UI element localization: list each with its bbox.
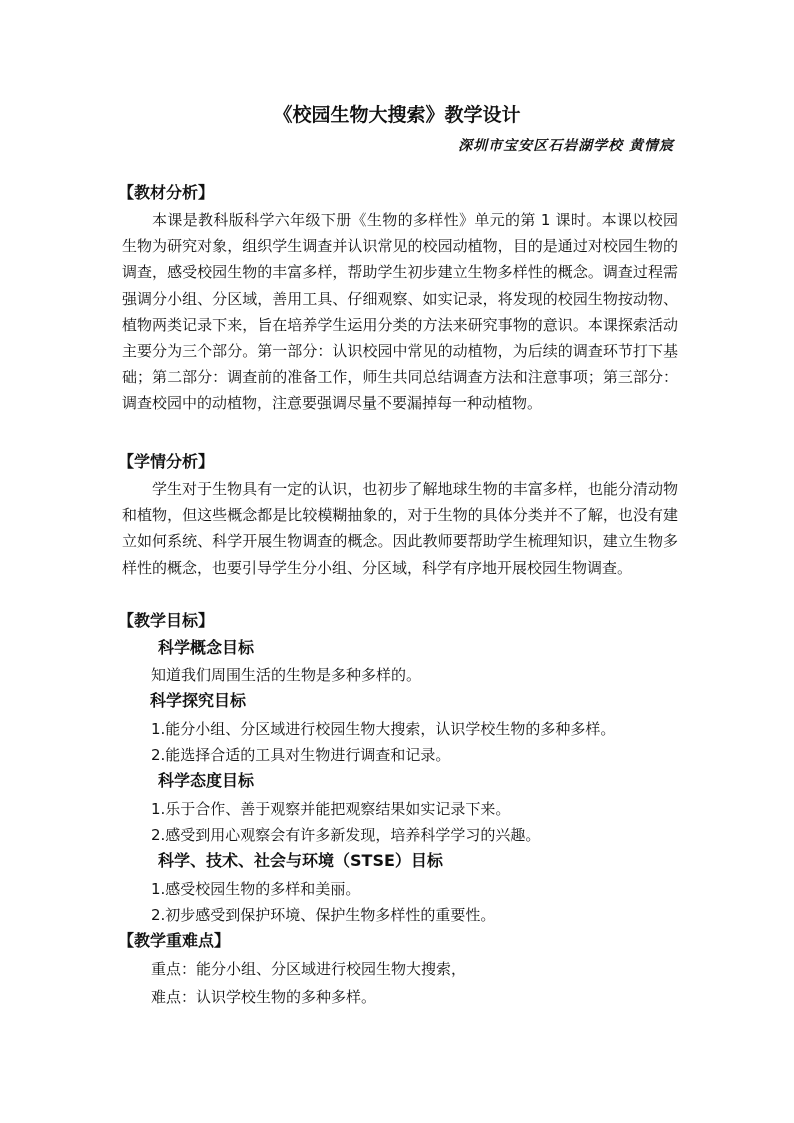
student-analysis-paragraph: 学生对于生物具有一定的认识，也初步了解地球生物的丰富多样，也能分清动物和植物，但这些概念都是比较模糊抽象的，对于生物的具体分类并不了解，也没有建立如何系统、科学开展生物调查的概念。因此教师要帮助学生梳理知识，建立生物多样性的概念，也要引导学生分小组、分区域，科学有序地开展校园生物调查。	[122, 480, 678, 577]
stse-goal-item-1: 1.感受校园生物的多样和美丽。	[151, 880, 361, 898]
inquiry-goal-item-2: 2.能选择合适的工具对生物进行调查和记录。	[151, 746, 451, 764]
concept-goal-item: 知道我们周围生活的生物是多种多样的。	[151, 666, 422, 684]
heading-student-analysis: 【学情分析】	[118, 452, 215, 471]
stse-goal-item-2: 2.初步感受到保护环境、保护生物多样性的重要性。	[151, 906, 496, 924]
attitude-goal-item-1: 1.乐于合作、善于观察并能把观察结果如实记录下来。	[151, 800, 511, 818]
difficult-point-line: 难点：认识学校生物的多种多样。	[151, 988, 377, 1006]
material-analysis-paragraph: 本课是教科版科学六年级下册《生物的多样性》单元的第 1 课时。本课以校园生物为研究对象，组织学生调查并认识常见的校园动植物，目的是通过对校园生物的调查，感受校园生物的丰富多样，帮助学生初步建立生物多样性的概念。调查过程需强调分小组、分区域，善用工具、仔细观察、如实记录，将发现的校园生物按动物、植物两类记录下来，旨在培养学生运用分类的方法来研究事物的意识。本课探索活动主要分为三个部分。第一部分：认识校园中常见的动植物，为后续的调查环节打下基础；第二部分：调查前的准备工作，师生共同总结调查方法和注意事项；第三部分：调查校园中的动植物，注意要强调尽量不要漏掉每一种动植物。	[122, 211, 678, 413]
subheading-inquiry-goal: 科学探究目标	[150, 691, 247, 710]
key-point-line: 重点：能分小组、分区域进行校园生物大搜索，	[151, 960, 467, 978]
document-title: 《校园生物大搜索》教学设计	[273, 104, 521, 126]
subheading-attitude-goal: 科学态度目标	[158, 771, 255, 790]
heading-material-analysis: 【教材分析】	[118, 183, 215, 202]
subheading-stse-goal: 科学、技术、社会与环境（STSE）目标	[158, 851, 443, 870]
author-line: 深圳市宝安区石岩湖学校 黄情宸	[458, 138, 674, 154]
heading-key-difficult-points: 【教学重难点】	[118, 931, 231, 950]
heading-teaching-goals: 【教学目标】	[118, 611, 215, 630]
attitude-goal-item-2: 2.感受到用心观察会有许多新发现，培养科学学习的兴趣。	[151, 826, 541, 844]
subheading-concept-goal: 科学概念目标	[158, 638, 255, 657]
inquiry-goal-item-1: 1.能分小组、分区域进行校园生物大搜索，认识学校生物的多种多样。	[151, 720, 616, 738]
